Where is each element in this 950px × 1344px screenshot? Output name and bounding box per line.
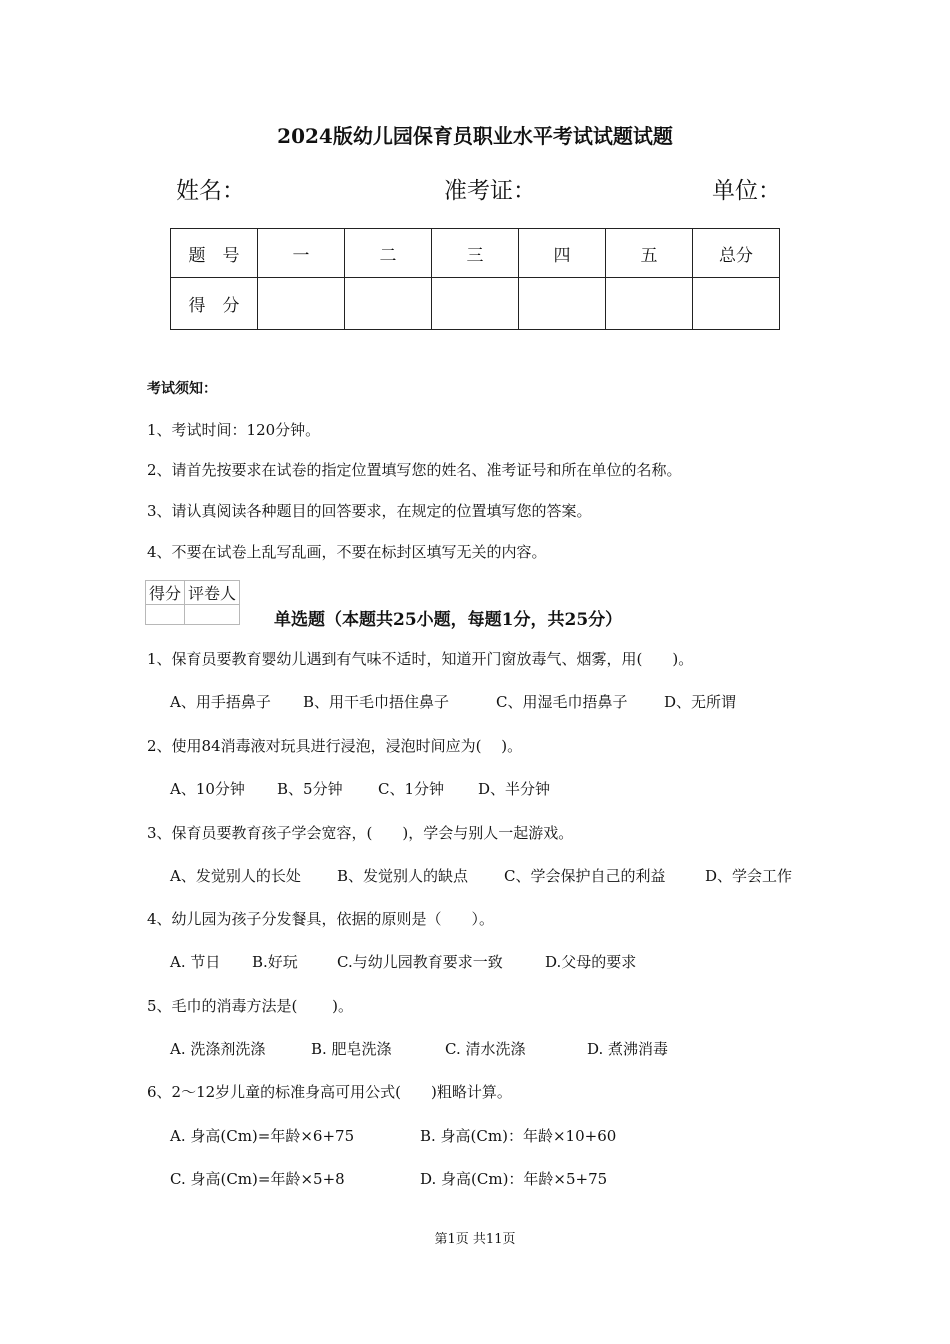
score-table-col-5: 五 [606,229,693,278]
question-option[interactable]: D.父母的要求 [545,953,637,971]
score-table-header-row [171,229,780,278]
notice-item: 3、请认真阅读各种题目的回答要求，在规定的位置填写您的答案。 [147,502,592,520]
question-option[interactable]: C、用湿毛巾捂鼻子 [496,693,628,711]
score-table-col-1: 一 [258,229,345,278]
notice-item: 4、不要在试卷上乱写乱画，不要在标封区填写无关的内容。 [147,543,547,561]
question-text: 3、保育员要教育孩子学会宽容，( )，学会与别人一起游戏。 [147,824,574,842]
question-option[interactable]: D. 身高(Cm)：年龄×5+75 [420,1170,608,1188]
page-footer: 第1页 共11页 [434,1232,516,1247]
question-option[interactable]: D. 煮沸消毒 [587,1040,669,1058]
question-option[interactable]: B、发觉别人的缺点 [337,867,469,885]
notice-item: 1、考试时间：120分钟。 [147,421,321,439]
grader-score-cell[interactable] [146,605,185,625]
score-cell[interactable] [432,278,519,330]
score-cell-total[interactable] [693,278,780,330]
score-cell[interactable] [519,278,606,330]
notice-item: 2、请首先按要求在试卷的指定位置填写您的姓名、准考证号和所在单位的名称。 [147,461,682,479]
grader-reviewer-cell[interactable] [185,605,240,625]
question-option[interactable]: D、无所谓 [664,693,737,711]
question-option[interactable]: B.好玩 [252,953,298,971]
score-table-score-label: 得 分 [171,278,258,330]
score-table-col-total: 总分 [693,229,780,278]
notice-title: 考试须知： [147,381,217,397]
question-option[interactable]: B. 肥皂洗涤 [311,1040,392,1058]
question-option[interactable]: A. 洗涤剂洗涤 [170,1040,266,1058]
question-option[interactable]: C. 身高(Cm)=年龄×5+8 [170,1170,345,1188]
name-field-label: 姓名： [176,178,245,204]
score-table-header-label: 题 号 [171,229,258,278]
score-table-col-2: 二 [345,229,432,278]
question-option[interactable]: D、半分钟 [478,780,551,798]
exam-id-field-label: 准考证： [444,178,536,204]
question-option[interactable]: A. 身高(Cm)=年龄×6+75 [170,1127,355,1145]
grader-reviewer-label: 评卷人 [185,581,240,605]
question-option[interactable]: B、用干毛巾捂住鼻子 [303,693,450,711]
question-text: 5、毛巾的消毒方法是( )。 [147,997,354,1015]
question-option[interactable]: C.与幼儿园教育要求一致 [337,953,503,971]
question-option[interactable]: A、发觉别人的长处 [170,867,301,885]
section-heading: 单选题（本题共25小题，每题1分，共25分） [274,610,623,630]
grader-table [145,580,240,625]
score-table [170,228,780,330]
question-option[interactable]: C. 清水洗涤 [445,1040,526,1058]
score-table-col-4: 四 [519,229,606,278]
question-text: 2、使用84消毒液对玩具进行浸泡，浸泡时间应为( )。 [147,737,523,755]
question-option[interactable]: A、10分钟 [170,780,245,798]
question-option[interactable]: A. 节日 [170,953,221,971]
score-cell[interactable] [345,278,432,330]
score-cell[interactable] [606,278,693,330]
score-table-col-3: 三 [432,229,519,278]
page-title: 2024版幼儿园保育员职业水平考试试题试题 [277,124,673,148]
score-table-score-row [171,278,780,330]
grader-score-label: 得分 [146,581,185,605]
score-cell[interactable] [258,278,345,330]
question-text: 6、2～12岁儿童的标准身高可用公式( )粗略计算。 [147,1083,512,1101]
question-text: 1、保育员要教育婴幼儿遇到有气味不适时，知道开门窗放毒气、烟雾，用( )。 [147,650,694,668]
question-option[interactable]: B. 身高(Cm)：年龄×10+60 [420,1127,617,1145]
question-option[interactable]: A、用手捂鼻子 [170,693,271,711]
unit-field-label: 单位： [712,178,781,204]
question-option[interactable]: C、学会保护自己的利益 [504,867,666,885]
question-option[interactable]: D、学会工作 [705,867,793,885]
question-option[interactable]: B、5分钟 [277,780,343,798]
question-option[interactable]: C、1分钟 [378,780,445,798]
question-text: 4、幼儿园为孩子分发餐具，依据的原则是（ ）。 [147,910,495,928]
